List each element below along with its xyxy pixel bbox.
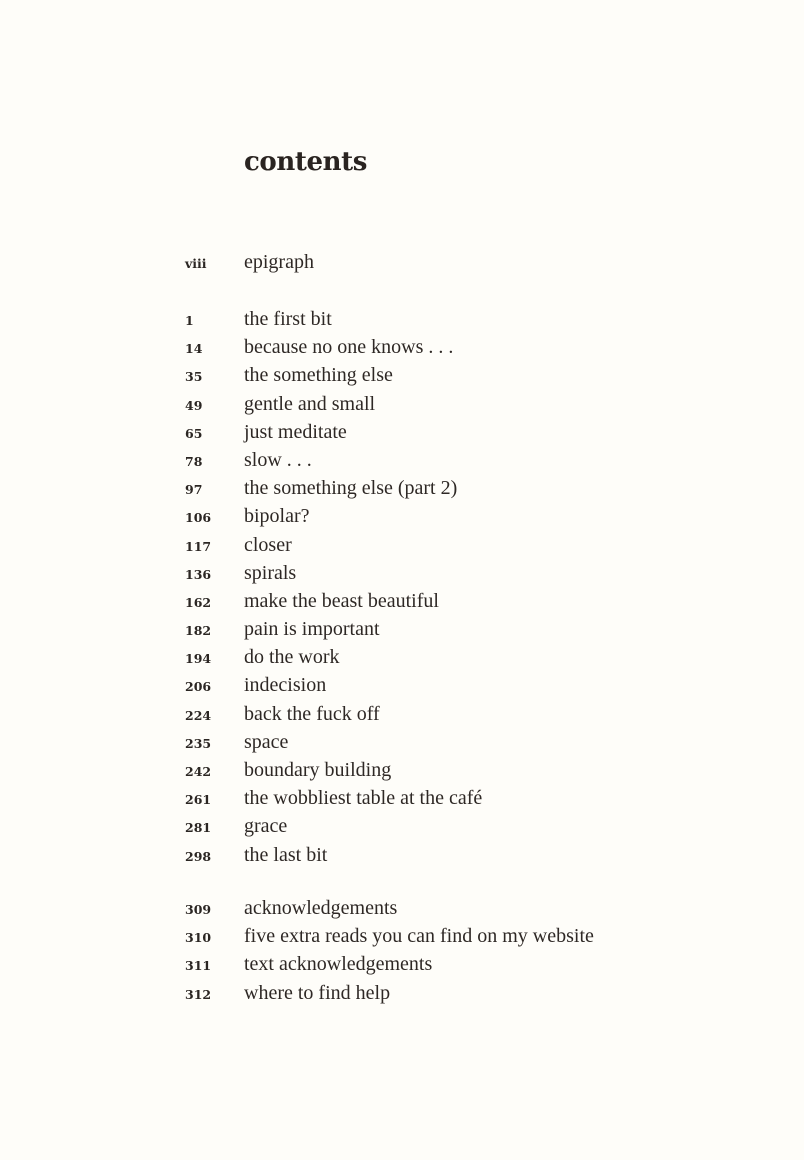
toc-page-number: 117 — [185, 538, 212, 554]
toc-entry — [0, 308, 804, 336]
toc-page-number: 298 — [185, 848, 212, 864]
toc-entry — [0, 336, 804, 364]
toc-entry — [0, 703, 804, 731]
toc-page-number: 311 — [185, 958, 212, 974]
toc-page-number: 65 — [185, 425, 203, 441]
toc-entry — [0, 534, 804, 562]
toc-entry — [0, 897, 804, 925]
toc-page-number: 281 — [185, 820, 212, 836]
toc-page-number: 97 — [185, 482, 203, 498]
toc-page-number: 224 — [185, 707, 212, 723]
toc-entry-title: indecision — [244, 674, 327, 697]
toc-entry-title: the something else — [244, 364, 393, 387]
toc-entry — [0, 618, 804, 646]
toc-entry-title: make the beast beautiful — [244, 589, 439, 612]
toc-entry — [0, 562, 804, 590]
toc-entry-title: epigraph — [244, 251, 314, 273]
toc-page-number: 106 — [185, 510, 212, 526]
toc-entry-title: the first bit — [244, 308, 332, 330]
toc-entry-title: because no one knows . . . — [244, 336, 454, 359]
toc-entry — [0, 251, 804, 279]
toc-entry-title: where to find help — [244, 981, 391, 1004]
toc-entry — [0, 925, 804, 953]
toc-page-number: 35 — [185, 369, 203, 385]
toc-entry-title: acknowledgements — [244, 897, 398, 919]
toc-entry-title: slow . . . — [244, 448, 312, 471]
toc-entry — [0, 646, 804, 674]
toc-entry-title: space — [244, 730, 289, 753]
toc-page-number: viii — [185, 256, 207, 271]
toc-page-number: 182 — [185, 623, 212, 639]
toc-entry — [0, 505, 804, 533]
toc-page-number: 194 — [185, 651, 212, 667]
toc-entry — [0, 731, 804, 759]
toc-page-number: 162 — [185, 594, 212, 610]
toc-page-number: 136 — [185, 566, 212, 582]
toc-entry-title: grace — [244, 815, 288, 838]
toc-entry-title: spirals — [244, 561, 297, 584]
toc-entry — [0, 421, 804, 449]
toc-entry-title: the wobbliest table at the café — [244, 787, 483, 810]
toc-entry-title: closer — [244, 533, 292, 556]
toc-page-number: 49 — [185, 397, 203, 413]
toc-entry — [0, 787, 804, 815]
toc-page-number: 310 — [185, 930, 212, 946]
toc-entry — [0, 815, 804, 843]
toc-entry — [0, 364, 804, 392]
toc-entry — [0, 953, 804, 981]
toc-page-number: 206 — [185, 679, 212, 695]
toc-chapters — [0, 308, 804, 872]
toc-entry-title: back the fuck off — [244, 702, 380, 725]
toc-back-matter — [0, 897, 804, 1010]
toc-entry — [0, 477, 804, 505]
toc-entry-title: pain is important — [244, 618, 380, 641]
toc-page-number: 312 — [185, 986, 212, 1002]
toc-entry — [0, 844, 804, 872]
toc-entry — [0, 590, 804, 618]
toc-entry-title: do the work — [244, 646, 340, 669]
toc-entry — [0, 449, 804, 477]
toc-page-number: 235 — [185, 735, 212, 751]
toc-entry-title: bipolar? — [244, 505, 310, 528]
toc-page-number: 14 — [185, 341, 203, 357]
toc-page-number: 78 — [185, 453, 203, 469]
toc-page-number: 1 — [185, 313, 194, 328]
toc-entry — [0, 393, 804, 421]
toc-page-number: 242 — [185, 764, 212, 779]
toc-entry-title: the last bit — [244, 843, 328, 866]
page-title: contents — [244, 147, 367, 177]
toc-page-number: 261 — [185, 792, 212, 808]
toc-front-matter — [0, 251, 804, 279]
toc-page-number: 309 — [185, 902, 212, 917]
toc-entry-title: just meditate — [244, 420, 347, 443]
toc-entry — [0, 759, 804, 787]
toc-entry-title: text acknowledgements — [244, 953, 433, 976]
toc-entry — [0, 982, 804, 1010]
toc-entry-title: five extra reads you can find on my website — [244, 925, 594, 948]
toc-entry-title: boundary building — [244, 759, 392, 781]
toc-entry-title: the something else (part 2) — [244, 477, 458, 500]
toc-entry-title: gentle and small — [244, 392, 376, 415]
toc-entry — [0, 674, 804, 702]
